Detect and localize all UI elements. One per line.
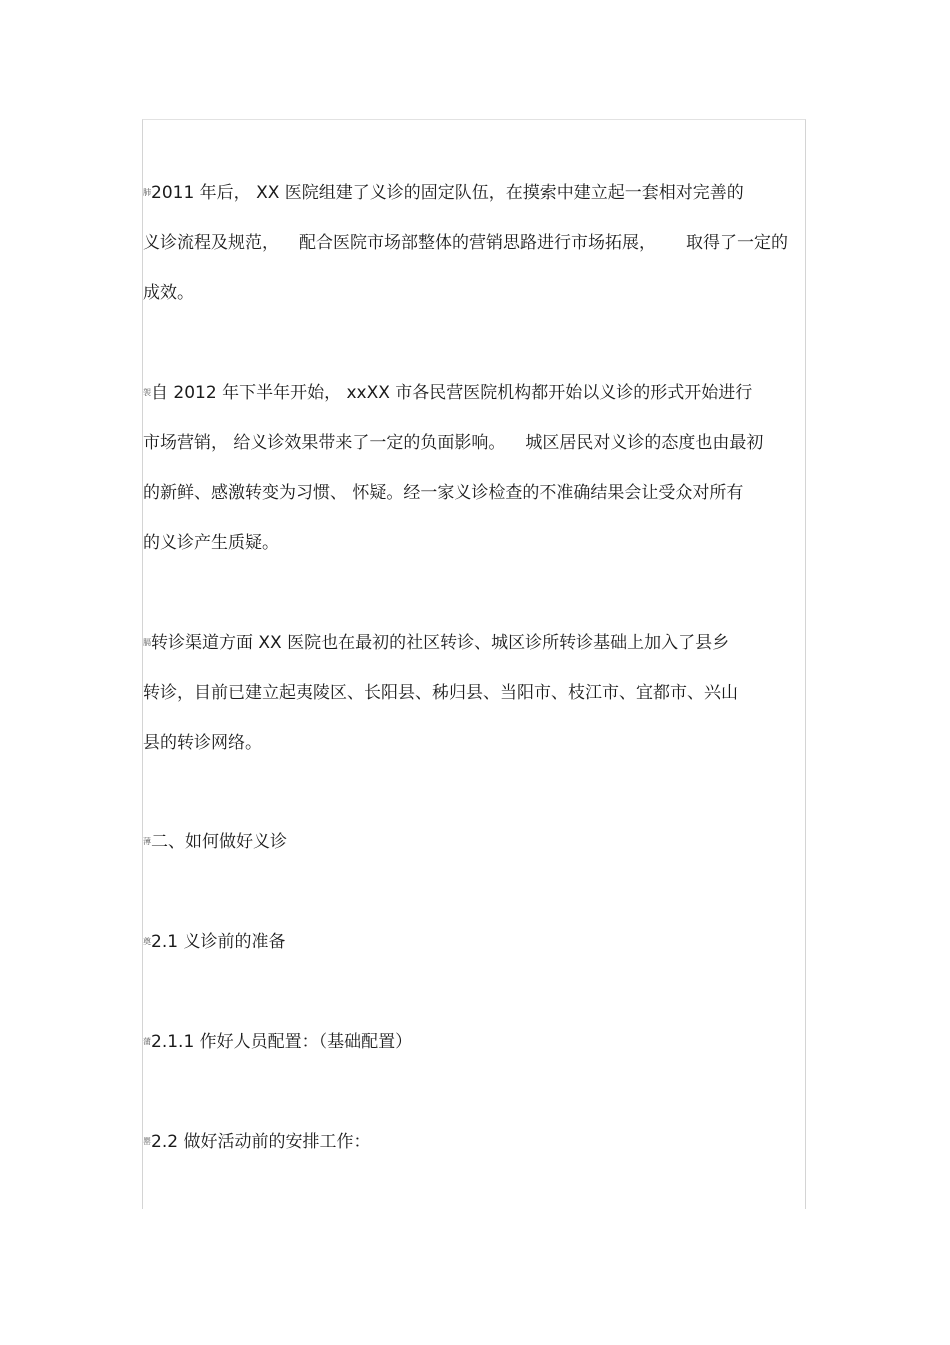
- subsection-heading: [143, 917, 805, 967]
- line-text: 义诊流程及规范，: [143, 233, 279, 253]
- line-text: 配合医院市场部整体的营销思路进行市场拓展，: [299, 233, 656, 253]
- paragraph-line: [143, 468, 805, 518]
- paragraph-marker: 罂: [143, 1137, 150, 1146]
- paragraph-line: [143, 268, 805, 318]
- line-text: 市场营销， 给义诊效果带来了一定的负面影响。: [143, 433, 506, 453]
- paragraph-marker: 肺: [143, 188, 150, 197]
- paragraph-line: [143, 817, 805, 867]
- paragraph-line: [143, 618, 805, 668]
- line-text: 的新鲜、感激转变为习惯、 怀疑。经一家义诊检查的不准确结果会让受众对所有: [143, 483, 744, 503]
- paragraph-line: [143, 518, 805, 568]
- line-text: 2.2 做好活动前的安排工作：: [151, 1132, 371, 1152]
- paragraph-line: [143, 168, 805, 218]
- line-text: 转诊渠道方面 XX 医院也在最初的社区转诊、城区诊所转诊基础上加入了县乡: [151, 633, 730, 653]
- paragraph-marker: 膈: [143, 638, 150, 647]
- line-text: 2.1.1 作好人员配置：（基础配置）: [151, 1032, 413, 1052]
- paragraph-marker: 奠: [143, 937, 150, 946]
- paragraph-1: [143, 168, 805, 318]
- paragraph-3: [143, 618, 805, 768]
- line-text: 2.1 义诊前的准备: [151, 932, 286, 952]
- subsection-heading: [143, 1117, 805, 1167]
- line-text: 二、如何做好义诊: [151, 832, 287, 852]
- paragraph-line: [143, 718, 805, 768]
- section-heading: [143, 817, 805, 867]
- paragraph-marker: 薄: [143, 837, 150, 846]
- line-text: 取得了一定的: [686, 233, 788, 253]
- paragraph-line: [143, 1117, 805, 1167]
- line-text: 的义诊产生质疑。: [143, 533, 279, 553]
- paragraph-marker: 蒲: [143, 1037, 150, 1046]
- line-text: 自 2012 年下半年开始， xxXX 市各民营医院机构都开始以义诊的形式开始进行: [151, 383, 753, 403]
- paragraph-2: [143, 368, 805, 568]
- paragraph-line: [143, 368, 805, 418]
- subsection-heading: [143, 1017, 805, 1067]
- paragraph-line: [143, 218, 805, 268]
- line-text: 转诊，目前已建立起夷陵区、长阳县、秭归县、当阳市、枝江市、宜都市、兴山: [143, 683, 738, 703]
- paragraph-marker: 袈: [143, 388, 150, 397]
- line-text: 县的转诊网络。: [143, 733, 262, 753]
- paragraph-line: [143, 917, 805, 967]
- paragraph-line: [143, 418, 805, 468]
- line-text: 城区居民对义诊的态度也由最初: [525, 433, 764, 453]
- paragraph-line: [143, 1017, 805, 1067]
- line-text: 成效。: [143, 283, 194, 303]
- line-text: 2011 年后， XX 医院组建了义诊的固定队伍，在摸索中建立起一套相对完善的: [151, 183, 744, 203]
- paragraph-line: [143, 668, 805, 718]
